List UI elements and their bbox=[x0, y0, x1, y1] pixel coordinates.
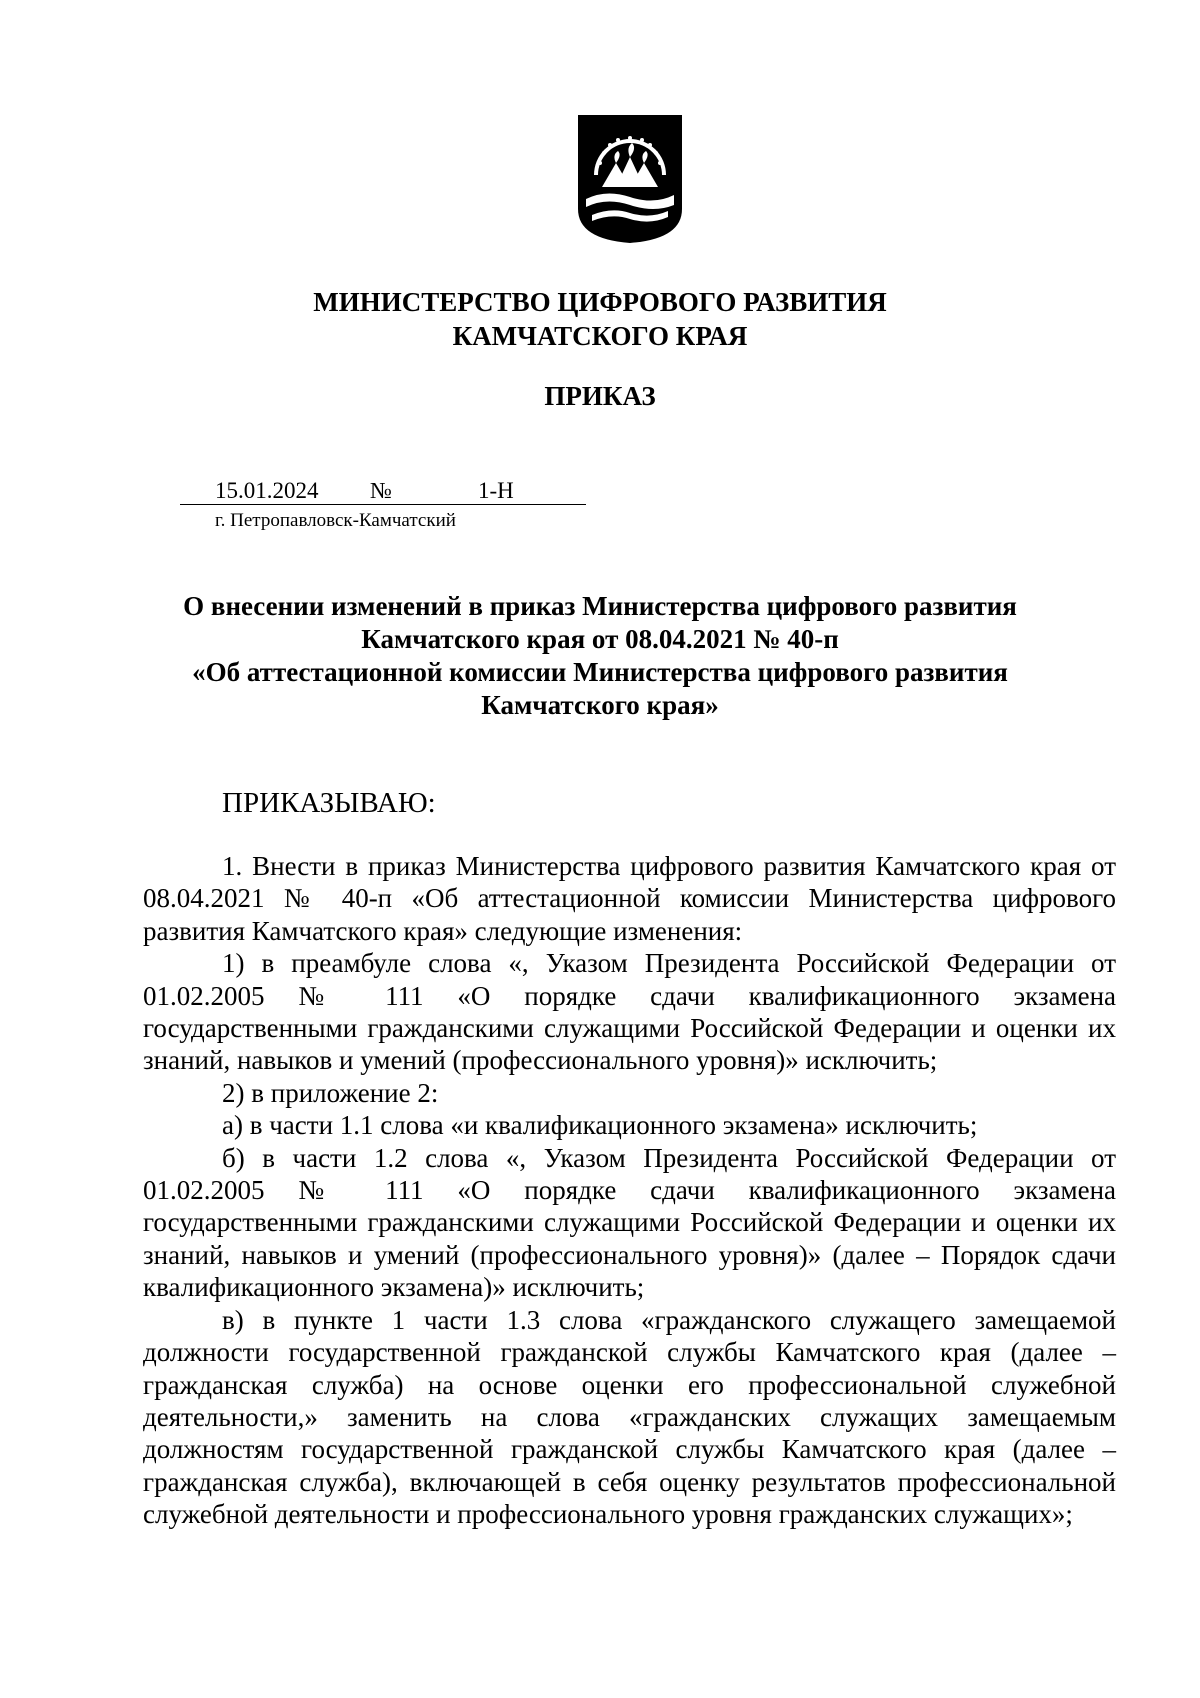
paragraph-subitem-2: 2) в приложение 2: bbox=[222, 1077, 439, 1108]
ministry-name-line-2: КАМЧАТСКОГО КРАЯ bbox=[452, 321, 748, 351]
order-word: ПРИКАЗЫВАЮ: bbox=[222, 787, 436, 819]
document-heading bbox=[120, 590, 1080, 722]
paragraph-subitem-1: 1) в преамбуле слова «, Указом Президента Российской Федерации от 01.02.2005 № 111 «О порядке сдачи квалификационного экзамена государственными гражданскими служащими Российской Федерации и оценки их знаний, навыков и умений (профессионального уровня)» исключить; bbox=[143, 948, 1116, 1076]
paragraph-subitem-b: б) в части 1.2 слова «, Указом Президента Российской Федерации от 01.02.2005 № 111 «О порядке сдачи квалификационного экзамена государственными гражданскими служащими Российской Федерации и оценки их знаний, навыков и умений (профессионального уровня)» (далее – Порядок сдачи квалификационного экзамена)» исключить; bbox=[143, 1142, 1116, 1303]
ministry-name-line-1: МИНИСТЕРСТВО ЦИФРОВОГО РАЗВИТИЯ bbox=[313, 287, 887, 317]
registration-underline bbox=[180, 504, 586, 505]
kamchatka-coat-of-arms-icon bbox=[576, 113, 684, 245]
heading-line-3: «Об аттестационной комиссии Министерства цифрового развития bbox=[192, 657, 1008, 687]
paragraph-item-1: 1. Внести в приказ Министерства цифрового развития Камчатского края от 08.04.2021 № 40-п «Об аттестационной комиссии Министерства цифрового развития Камчатского края» следующие изменения: bbox=[143, 851, 1116, 946]
paragraph-subitem-a: а) в части 1.1 слова «и квалификационного экзамена» исключить; bbox=[222, 1110, 978, 1141]
document-body bbox=[143, 850, 1116, 1531]
heading-line-2: Камчатского края от 08.04.2021 № 40-п bbox=[361, 624, 839, 654]
document-date: 15.01.2024 bbox=[215, 478, 319, 503]
heading-line-4: Камчатского края» bbox=[481, 690, 719, 720]
paragraph-subitem-v: в) в пункте 1 части 1.3 слова «гражданского служащего замещаемой должности государственной гражданской службы Камчатского края (далее – гражданская служба) на основе оценки его профессиональной служебной деятельности,» заменить на слова «гражданских служащих замещаемым должностям государственной гражданской службы Камчатского края (далее – гражданская служба), включающей в себя оценку результатов профессиональной служебной деятельности и профессионального уровня гражданских служащих»; bbox=[143, 1304, 1116, 1530]
document-city: г. Петропавловск-Камчатский bbox=[215, 510, 456, 531]
document-number: 1-Н bbox=[478, 478, 514, 503]
document-type: ПРИКАЗ bbox=[544, 381, 656, 411]
heading-line-1: О внесении изменений в приказ Министерства цифрового развития bbox=[183, 591, 1017, 621]
ministry-name bbox=[0, 285, 1200, 353]
number-sign: № bbox=[370, 478, 392, 503]
